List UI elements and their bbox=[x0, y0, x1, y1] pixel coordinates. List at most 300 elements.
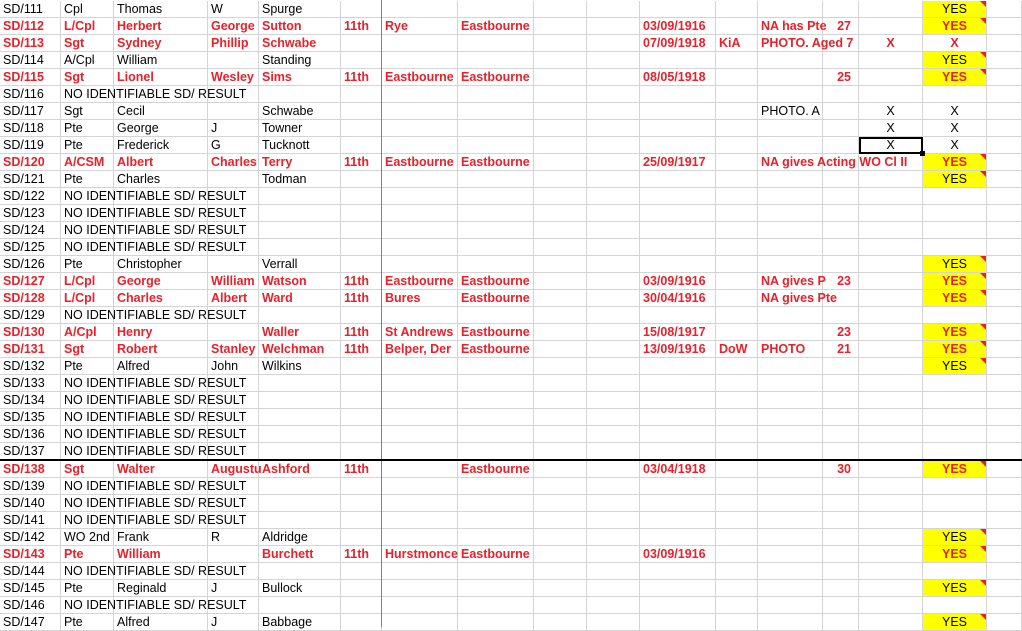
cell-surname[interactable]: Waller bbox=[259, 324, 341, 341]
cell-c9[interactable] bbox=[587, 597, 640, 614]
cell-notes[interactable] bbox=[758, 392, 823, 409]
cell-lived[interactable]: Eastbourne bbox=[458, 546, 534, 563]
cell-middle[interactable]: Phillip bbox=[208, 35, 259, 52]
comment-indicator-icon[interactable] bbox=[980, 69, 986, 75]
cell-middle[interactable]: W bbox=[208, 1, 259, 18]
cell-ref[interactable]: SD/116 bbox=[0, 86, 61, 103]
cell-lived[interactable]: Eastbourne bbox=[458, 154, 534, 171]
cell-c16[interactable] bbox=[987, 324, 1022, 341]
cell-born[interactable]: Belper, Der bbox=[382, 341, 458, 358]
cell-born[interactable] bbox=[382, 1, 458, 18]
cell-x1[interactable] bbox=[859, 307, 923, 324]
cell-c8[interactable] bbox=[534, 18, 587, 35]
cell-c16[interactable] bbox=[987, 154, 1022, 171]
cell-date[interactable] bbox=[640, 222, 716, 239]
cell-c8[interactable] bbox=[534, 512, 587, 529]
cell-ref[interactable]: SD/120 bbox=[0, 154, 61, 171]
cell-c8[interactable] bbox=[534, 307, 587, 324]
cell-born[interactable] bbox=[382, 222, 458, 239]
cell-age[interactable] bbox=[823, 188, 859, 205]
cell-c16[interactable] bbox=[987, 69, 1022, 86]
cell-ref[interactable]: SD/114 bbox=[0, 52, 61, 69]
cell-first[interactable]: Alfred bbox=[114, 614, 208, 631]
cell-notes[interactable] bbox=[758, 426, 823, 443]
cell-date[interactable]: 03/09/1916 bbox=[640, 273, 716, 290]
cell-c9[interactable] bbox=[587, 495, 640, 512]
cell-surname[interactable]: Tucknott bbox=[259, 137, 341, 154]
cell-ref[interactable]: SD/131 bbox=[0, 341, 61, 358]
cell-batt[interactable]: 11th bbox=[341, 341, 382, 358]
cell-rank[interactable]: Pte bbox=[61, 580, 114, 597]
cell-first[interactable]: Thomas bbox=[114, 1, 208, 18]
cell-c8[interactable] bbox=[534, 426, 587, 443]
cell-c8[interactable] bbox=[534, 495, 587, 512]
cell-yes[interactable]: YES bbox=[923, 290, 987, 307]
cell-x1[interactable] bbox=[859, 580, 923, 597]
cell-surname[interactable]: Sutton bbox=[259, 18, 341, 35]
cell-age[interactable] bbox=[823, 35, 859, 52]
cell-c16[interactable] bbox=[987, 426, 1022, 443]
cell-age[interactable] bbox=[823, 137, 859, 154]
cell-c16[interactable] bbox=[987, 222, 1022, 239]
cell-middle[interactable]: George bbox=[208, 18, 259, 35]
cell-surname[interactable] bbox=[259, 188, 341, 205]
cell-born[interactable] bbox=[382, 256, 458, 273]
cell-c9[interactable] bbox=[587, 86, 640, 103]
cell-fate[interactable] bbox=[716, 290, 758, 307]
cell-nores[interactable]: NO IDENTIFIABLE SD/ RESULT bbox=[61, 188, 114, 205]
cell-age[interactable] bbox=[823, 563, 859, 580]
cell-notes[interactable] bbox=[758, 495, 823, 512]
cell-age[interactable] bbox=[823, 120, 859, 137]
cell-born[interactable] bbox=[382, 563, 458, 580]
cell-notes[interactable] bbox=[758, 86, 823, 103]
cell-batt[interactable]: 11th bbox=[341, 546, 382, 563]
cell-surname[interactable]: Bullock bbox=[259, 580, 341, 597]
cell-rank[interactable]: Pte bbox=[61, 137, 114, 154]
cell-batt[interactable] bbox=[341, 426, 382, 443]
cell-fate[interactable] bbox=[716, 52, 758, 69]
cell-c16[interactable] bbox=[987, 563, 1022, 580]
cell-yes[interactable]: YES bbox=[923, 171, 987, 188]
cell-c8[interactable] bbox=[534, 290, 587, 307]
cell-nores[interactable]: NO IDENTIFIABLE SD/ RESULT bbox=[61, 86, 114, 103]
cell-middle[interactable]: Stanley bbox=[208, 341, 259, 358]
cell-lived[interactable] bbox=[458, 426, 534, 443]
cell-date[interactable] bbox=[640, 563, 716, 580]
cell-c16[interactable] bbox=[987, 52, 1022, 69]
cell-c9[interactable] bbox=[587, 392, 640, 409]
cell-age[interactable] bbox=[823, 1, 859, 18]
cell-batt[interactable] bbox=[341, 409, 382, 426]
cell-date[interactable] bbox=[640, 52, 716, 69]
cell-yes[interactable]: YES bbox=[923, 546, 987, 563]
cell-c9[interactable] bbox=[587, 409, 640, 426]
cell-c8[interactable] bbox=[534, 171, 587, 188]
cell-ref[interactable]: SD/132 bbox=[0, 358, 61, 375]
cell-fate[interactable] bbox=[716, 443, 758, 460]
cell-fate[interactable] bbox=[716, 120, 758, 137]
cell-yes[interactable] bbox=[923, 443, 987, 460]
cell-c16[interactable] bbox=[987, 529, 1022, 546]
cell-x1[interactable] bbox=[859, 597, 923, 614]
cell-notes[interactable] bbox=[758, 1, 823, 18]
cell-first[interactable]: Walter bbox=[114, 461, 208, 478]
cell-first[interactable]: Herbert bbox=[114, 18, 208, 35]
cell-fate[interactable] bbox=[716, 546, 758, 563]
cell-born[interactable] bbox=[382, 120, 458, 137]
cell-age[interactable] bbox=[823, 597, 859, 614]
cell-c8[interactable] bbox=[534, 154, 587, 171]
cell-ref[interactable]: SD/138 bbox=[0, 461, 61, 478]
comment-indicator-icon[interactable] bbox=[980, 256, 986, 262]
cell-c9[interactable] bbox=[587, 580, 640, 597]
cell-fate[interactable] bbox=[716, 256, 758, 273]
cell-lived[interactable]: Eastbourne bbox=[458, 324, 534, 341]
cell-date[interactable] bbox=[640, 188, 716, 205]
cell-yes[interactable] bbox=[923, 512, 987, 529]
cell-born[interactable] bbox=[382, 597, 458, 614]
cell-c16[interactable] bbox=[987, 495, 1022, 512]
selected-cell[interactable]: X bbox=[859, 137, 923, 154]
comment-indicator-icon[interactable] bbox=[980, 18, 986, 24]
cell-notes[interactable] bbox=[758, 256, 823, 273]
cell-surname[interactable] bbox=[259, 597, 341, 614]
cell-x1[interactable] bbox=[859, 205, 923, 222]
cell-c16[interactable] bbox=[987, 1, 1022, 18]
cell-ref[interactable]: SD/130 bbox=[0, 324, 61, 341]
cell-ref[interactable]: SD/143 bbox=[0, 546, 61, 563]
cell-yes[interactable]: YES bbox=[923, 461, 987, 478]
cell-batt[interactable] bbox=[341, 86, 382, 103]
cell-born[interactable] bbox=[382, 137, 458, 154]
cell-ref[interactable]: SD/126 bbox=[0, 256, 61, 273]
cell-rank[interactable]: Pte bbox=[61, 256, 114, 273]
cell-fate[interactable] bbox=[716, 307, 758, 324]
cell-batt[interactable]: 11th bbox=[341, 461, 382, 478]
cell-middle[interactable]: J bbox=[208, 580, 259, 597]
cell-yes[interactable]: YES bbox=[923, 324, 987, 341]
cell-lived[interactable] bbox=[458, 375, 534, 392]
cell-c9[interactable] bbox=[587, 171, 640, 188]
cell-ref[interactable]: SD/147 bbox=[0, 614, 61, 631]
cell-x1[interactable] bbox=[859, 512, 923, 529]
cell-yes[interactable]: YES bbox=[923, 529, 987, 546]
cell-rank[interactable]: Sgt bbox=[61, 35, 114, 52]
cell-age[interactable] bbox=[823, 392, 859, 409]
cell-born[interactable]: Eastbourne bbox=[382, 273, 458, 290]
cell-ref[interactable]: SD/144 bbox=[0, 563, 61, 580]
cell-lived[interactable] bbox=[458, 358, 534, 375]
cell-date[interactable] bbox=[640, 580, 716, 597]
cell-lived[interactable] bbox=[458, 52, 534, 69]
cell-middle[interactable] bbox=[208, 324, 259, 341]
cell-fate[interactable] bbox=[716, 137, 758, 154]
cell-x1[interactable] bbox=[859, 443, 923, 460]
cell-age[interactable] bbox=[823, 307, 859, 324]
cell-rank[interactable]: A/Cpl bbox=[61, 324, 114, 341]
cell-yes[interactable]: YES bbox=[923, 256, 987, 273]
cell-born[interactable] bbox=[382, 375, 458, 392]
cell-born[interactable] bbox=[382, 307, 458, 324]
cell-date[interactable] bbox=[640, 426, 716, 443]
cell-notes[interactable] bbox=[758, 580, 823, 597]
cell-notes[interactable] bbox=[758, 120, 823, 137]
cell-surname[interactable]: Sims bbox=[259, 69, 341, 86]
cell-rank[interactable]: Pte bbox=[61, 614, 114, 631]
cell-first[interactable]: Robert bbox=[114, 341, 208, 358]
cell-c8[interactable] bbox=[534, 461, 587, 478]
cell-c9[interactable] bbox=[587, 290, 640, 307]
cell-fate[interactable] bbox=[716, 358, 758, 375]
cell-c8[interactable] bbox=[534, 529, 587, 546]
cell-x1[interactable] bbox=[859, 69, 923, 86]
cell-ref[interactable]: SD/141 bbox=[0, 512, 61, 529]
cell-age[interactable]: 25 bbox=[823, 69, 859, 86]
cell-middle[interactable] bbox=[208, 52, 259, 69]
cell-ref[interactable]: SD/140 bbox=[0, 495, 61, 512]
cell-yes[interactable] bbox=[923, 188, 987, 205]
cell-c8[interactable] bbox=[534, 239, 587, 256]
cell-rank[interactable]: Sgt bbox=[61, 103, 114, 120]
cell-born[interactable] bbox=[382, 205, 458, 222]
cell-fate[interactable]: KiA bbox=[716, 35, 758, 52]
cell-c8[interactable] bbox=[534, 546, 587, 563]
cell-date[interactable] bbox=[640, 529, 716, 546]
comment-indicator-icon[interactable] bbox=[980, 52, 986, 58]
cell-age[interactable] bbox=[823, 205, 859, 222]
cell-c16[interactable] bbox=[987, 341, 1022, 358]
cell-nores[interactable]: NO IDENTIFIABLE SD/ RESULT bbox=[61, 478, 114, 495]
cell-surname[interactable]: Babbage bbox=[259, 614, 341, 631]
comment-indicator-icon[interactable] bbox=[980, 273, 986, 279]
cell-c16[interactable] bbox=[987, 443, 1022, 460]
cell-c8[interactable] bbox=[534, 597, 587, 614]
cell-lived[interactable] bbox=[458, 443, 534, 460]
cell-rank[interactable]: Sgt bbox=[61, 341, 114, 358]
cell-middle[interactable]: J bbox=[208, 120, 259, 137]
cell-x1[interactable] bbox=[859, 529, 923, 546]
cell-born[interactable] bbox=[382, 409, 458, 426]
cell-c16[interactable] bbox=[987, 409, 1022, 426]
cell-x1[interactable] bbox=[859, 324, 923, 341]
cell-ref[interactable]: SD/115 bbox=[0, 69, 61, 86]
cell-born[interactable] bbox=[382, 614, 458, 631]
cell-first[interactable]: William bbox=[114, 52, 208, 69]
cell-born[interactable]: Eastbourne bbox=[382, 154, 458, 171]
cell-fate[interactable] bbox=[716, 222, 758, 239]
cell-notes[interactable] bbox=[758, 409, 823, 426]
cell-middle[interactable]: William bbox=[208, 273, 259, 290]
cell-rank[interactable]: L/Cpl bbox=[61, 273, 114, 290]
cell-c8[interactable] bbox=[534, 580, 587, 597]
cell-date[interactable]: 13/09/1916 bbox=[640, 341, 716, 358]
cell-c8[interactable] bbox=[534, 614, 587, 631]
cell-c16[interactable] bbox=[987, 18, 1022, 35]
cell-notes[interactable]: NA has Pte bbox=[758, 18, 823, 35]
cell-nores[interactable]: NO IDENTIFIABLE SD/ RESULT bbox=[61, 375, 114, 392]
cell-born[interactable]: Hurstmonce bbox=[382, 546, 458, 563]
cell-ref[interactable]: SD/117 bbox=[0, 103, 61, 120]
cell-notes[interactable] bbox=[758, 171, 823, 188]
cell-age[interactable] bbox=[823, 478, 859, 495]
cell-c9[interactable] bbox=[587, 324, 640, 341]
cell-c16[interactable] bbox=[987, 290, 1022, 307]
cell-notes[interactable] bbox=[758, 614, 823, 631]
cell-age[interactable] bbox=[823, 239, 859, 256]
cell-age[interactable] bbox=[823, 580, 859, 597]
cell-lived[interactable] bbox=[458, 597, 534, 614]
cell-batt[interactable] bbox=[341, 188, 382, 205]
cell-date[interactable] bbox=[640, 86, 716, 103]
cell-batt[interactable]: 11th bbox=[341, 290, 382, 307]
cell-date[interactable] bbox=[640, 171, 716, 188]
cell-fate[interactable] bbox=[716, 461, 758, 478]
cell-x1[interactable] bbox=[859, 375, 923, 392]
cell-ref[interactable]: SD/119 bbox=[0, 137, 61, 154]
cell-surname[interactable] bbox=[259, 495, 341, 512]
comment-indicator-icon[interactable] bbox=[980, 154, 986, 160]
cell-age[interactable] bbox=[823, 52, 859, 69]
cell-age[interactable] bbox=[823, 495, 859, 512]
cell-lived[interactable] bbox=[458, 35, 534, 52]
cell-fate[interactable] bbox=[716, 529, 758, 546]
cell-batt[interactable] bbox=[341, 495, 382, 512]
cell-nores[interactable]: NO IDENTIFIABLE SD/ RESULT bbox=[61, 512, 114, 529]
cell-age[interactable] bbox=[823, 222, 859, 239]
cell-date[interactable] bbox=[640, 256, 716, 273]
cell-c16[interactable] bbox=[987, 307, 1022, 324]
cell-nores[interactable]: NO IDENTIFIABLE SD/ RESULT bbox=[61, 563, 114, 580]
cell-c9[interactable] bbox=[587, 307, 640, 324]
cell-fate[interactable] bbox=[716, 614, 758, 631]
cell-batt[interactable] bbox=[341, 120, 382, 137]
cell-x1[interactable] bbox=[859, 614, 923, 631]
cell-notes[interactable] bbox=[758, 512, 823, 529]
cell-ref[interactable]: SD/139 bbox=[0, 478, 61, 495]
cell-fate[interactable] bbox=[716, 392, 758, 409]
cell-c8[interactable] bbox=[534, 137, 587, 154]
cell-x1[interactable] bbox=[859, 52, 923, 69]
cell-c8[interactable] bbox=[534, 341, 587, 358]
cell-nores[interactable]: NO IDENTIFIABLE SD/ RESULT bbox=[61, 597, 114, 614]
cell-date[interactable] bbox=[640, 137, 716, 154]
cell-date[interactable] bbox=[640, 597, 716, 614]
cell-notes[interactable] bbox=[758, 597, 823, 614]
cell-c8[interactable] bbox=[534, 392, 587, 409]
cell-batt[interactable] bbox=[341, 512, 382, 529]
cell-c9[interactable] bbox=[587, 103, 640, 120]
cell-yes[interactable]: YES bbox=[923, 69, 987, 86]
cell-lived[interactable]: Eastbourne bbox=[458, 18, 534, 35]
cell-yes[interactable]: YES bbox=[923, 358, 987, 375]
cell-age[interactable] bbox=[823, 256, 859, 273]
cell-yes[interactable] bbox=[923, 563, 987, 580]
cell-c8[interactable] bbox=[534, 1, 587, 18]
cell-middle[interactable] bbox=[208, 546, 259, 563]
cell-date[interactable] bbox=[640, 120, 716, 137]
cell-age[interactable]: 30 bbox=[823, 461, 859, 478]
cell-born[interactable] bbox=[382, 529, 458, 546]
cell-c9[interactable] bbox=[587, 1, 640, 18]
cell-born[interactable] bbox=[382, 103, 458, 120]
cell-c8[interactable] bbox=[534, 273, 587, 290]
cell-born[interactable] bbox=[382, 443, 458, 460]
cell-born[interactable] bbox=[382, 495, 458, 512]
cell-c8[interactable] bbox=[534, 205, 587, 222]
cell-c8[interactable] bbox=[534, 69, 587, 86]
cell-age[interactable] bbox=[823, 426, 859, 443]
cell-lived[interactable] bbox=[458, 188, 534, 205]
cell-lived[interactable] bbox=[458, 512, 534, 529]
cell-notes[interactable] bbox=[758, 324, 823, 341]
cell-batt[interactable] bbox=[341, 239, 382, 256]
cell-c9[interactable] bbox=[587, 341, 640, 358]
cell-age[interactable] bbox=[823, 290, 859, 307]
cell-notes[interactable] bbox=[758, 69, 823, 86]
cell-lived[interactable] bbox=[458, 205, 534, 222]
cell-rank[interactable]: A/Cpl bbox=[61, 52, 114, 69]
cell-c8[interactable] bbox=[534, 375, 587, 392]
cell-date[interactable] bbox=[640, 614, 716, 631]
cell-born[interactable]: Bures bbox=[382, 290, 458, 307]
cell-rank[interactable]: L/Cpl bbox=[61, 290, 114, 307]
cell-fate[interactable] bbox=[716, 375, 758, 392]
cell-fate[interactable] bbox=[716, 205, 758, 222]
cell-notes[interactable] bbox=[758, 239, 823, 256]
cell-notes[interactable] bbox=[758, 358, 823, 375]
cell-age[interactable]: 27 bbox=[823, 18, 859, 35]
cell-x1[interactable] bbox=[859, 239, 923, 256]
cell-nores[interactable]: NO IDENTIFIABLE SD/ RESULT bbox=[61, 426, 114, 443]
cell-batt[interactable]: 11th bbox=[341, 273, 382, 290]
cell-date[interactable] bbox=[640, 478, 716, 495]
cell-c9[interactable] bbox=[587, 461, 640, 478]
cell-ref[interactable]: SD/125 bbox=[0, 239, 61, 256]
cell-x1[interactable] bbox=[859, 18, 923, 35]
cell-ref[interactable]: SD/121 bbox=[0, 171, 61, 188]
cell-fate[interactable] bbox=[716, 512, 758, 529]
cell-lived[interactable] bbox=[458, 256, 534, 273]
cell-yes[interactable] bbox=[923, 426, 987, 443]
cell-yes[interactable]: YES bbox=[923, 614, 987, 631]
cell-lived[interactable]: Eastbourne bbox=[458, 341, 534, 358]
cell-age[interactable]: 23 bbox=[823, 273, 859, 290]
cell-middle[interactable] bbox=[208, 171, 259, 188]
cell-x1[interactable] bbox=[859, 290, 923, 307]
cell-batt[interactable] bbox=[341, 358, 382, 375]
cell-yes[interactable] bbox=[923, 222, 987, 239]
cell-surname[interactable]: Welchman bbox=[259, 341, 341, 358]
cell-first[interactable]: Sydney bbox=[114, 35, 208, 52]
cell-lived[interactable] bbox=[458, 563, 534, 580]
cell-yes[interactable] bbox=[923, 409, 987, 426]
comment-indicator-icon[interactable] bbox=[980, 580, 986, 586]
cell-x1[interactable] bbox=[859, 409, 923, 426]
cell-ref[interactable]: SD/145 bbox=[0, 580, 61, 597]
cell-rank[interactable]: Pte bbox=[61, 120, 114, 137]
cell-batt[interactable] bbox=[341, 443, 382, 460]
cell-c9[interactable] bbox=[587, 375, 640, 392]
cell-notes[interactable] bbox=[758, 563, 823, 580]
cell-x1[interactable] bbox=[859, 341, 923, 358]
cell-notes[interactable] bbox=[758, 205, 823, 222]
cell-born[interactable]: Eastbourne bbox=[382, 69, 458, 86]
cell-born[interactable] bbox=[382, 239, 458, 256]
cell-age[interactable] bbox=[823, 375, 859, 392]
cell-c16[interactable] bbox=[987, 205, 1022, 222]
cell-ref[interactable]: SD/111 bbox=[0, 1, 61, 18]
